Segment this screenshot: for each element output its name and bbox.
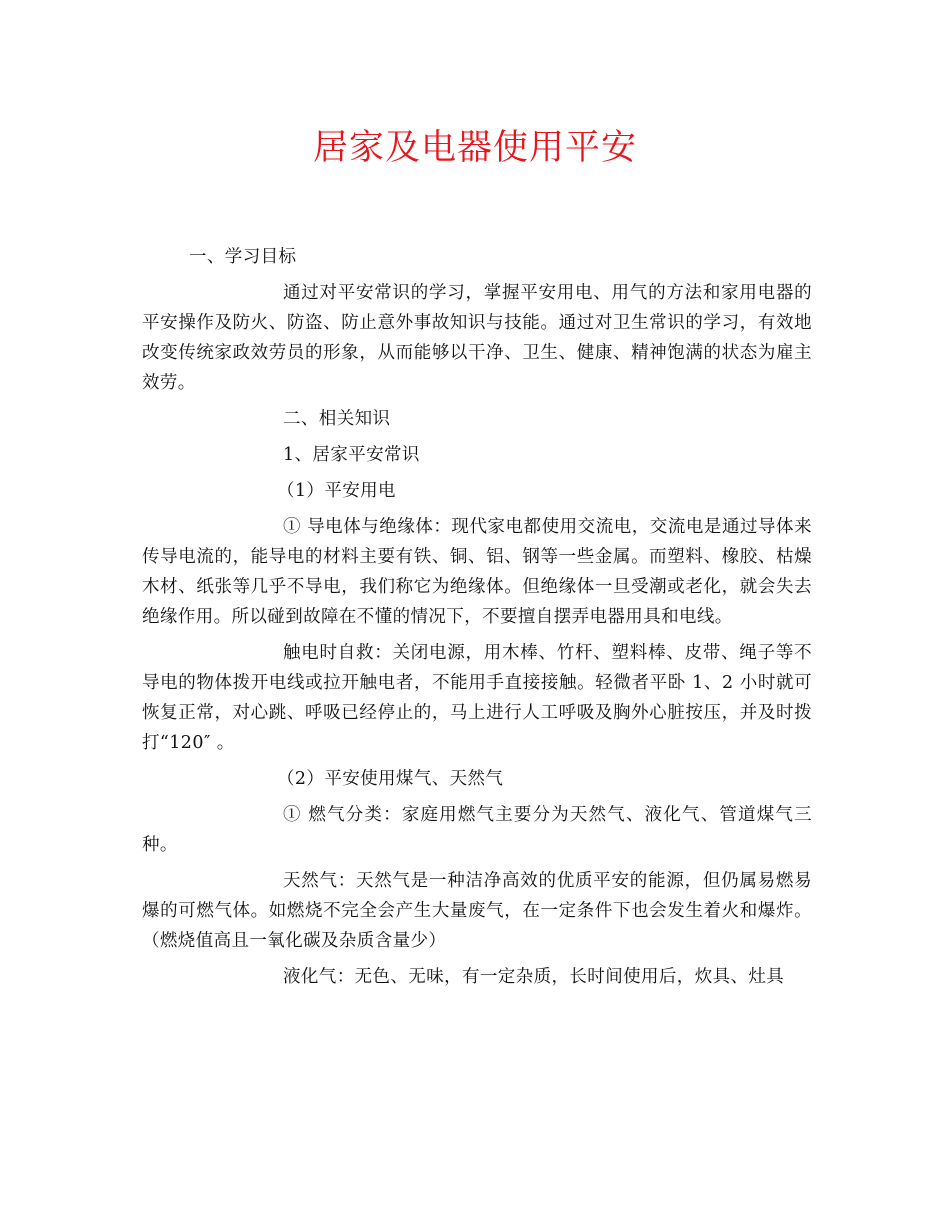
paragraph-electric-shock-rescue: 触电时自救：关闭电源，用木棒、竹杆、塑料棒、皮带、绳子等不导电的物体拨开电线或拉开触电者，不能用手直接接触。轻微者平卧 1、2 小时就可恢复正常，对心跳、呼吸已经停止的，马上进行人工呼吸及胸外心脏按压，并及时拨打“120″ 。 (142, 643, 812, 753)
document-title: 居家及电器使用平安 (312, 128, 637, 168)
section-heading-learning-goals: 一、学习目标 (189, 247, 297, 267)
section-heading-related-knowledge: 二、相关知识 (283, 409, 391, 429)
paragraph-learning-goals: 通过对平安常识的学习，掌握平安用电、用气的方法和家用电器的平安操作及防火、防盗、防止意外事故知识与技能。通过对卫生常识的学习，有效地改变传统家政效劳员的形象，从而能够以干净、卫生、健康、精神饱满的状态为雇主效劳。 (142, 283, 812, 393)
paragraph-gas-types: ① 燃气分类：家庭用燃气主要分为天然气、液化气、管道煤气三种。 (142, 805, 812, 855)
paragraph-natural-gas: 天然气：天然气是一种洁净高效的优质平安的能源，但仍属易燃易爆的可燃气体。如燃烧不完全会产生大量废气，在一定条件下也会发生着火和爆炸。（燃烧值高且一氧化碳及杂质含量少） (142, 871, 812, 951)
document-body (142, 242, 812, 998)
paragraph-conductors-insulators: ① 导电体与绝缘体：现代家电都使用交流电，交流电是通过导体来传导电流的，能导电的材料主要有铁、铜、铝、钢等一些金属。而塑料、橡胶、枯燥木材、纸张等几乎不导电，我们称它为绝缘体。但绝缘体一旦受潮或老化，就会失去绝缘作用。所以碰到故障在不懂的情况下，不要擅自摆弄电器用具和电线。 (142, 517, 812, 627)
subheading-safe-gas: （2）平安使用煤气、天然气 (277, 769, 504, 789)
paragraph-lpg: 液化气：无色、无味，有一定杂质，长时间使用后，炊具、灶具 (283, 967, 785, 987)
subheading-safe-electricity: （1）平安用电 (277, 481, 396, 501)
subheading-home-safety: 1、居家平安常识 (283, 445, 420, 465)
